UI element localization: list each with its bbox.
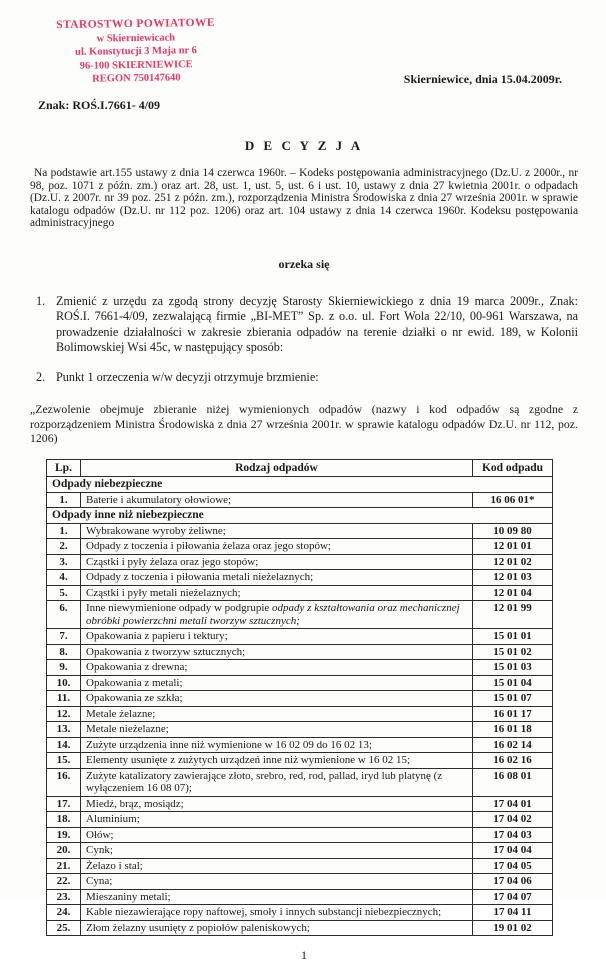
waste-type-italic-part: odpady z kształtowania oraz mechanicznej obróbki powierzchni metali tworzyw sztucznych; — [86, 602, 460, 627]
table-row — [47, 753, 553, 769]
waste-type: Baterie i akumulatory ołowiowe; — [81, 492, 473, 508]
waste-code: 16 02 14 — [473, 737, 553, 753]
row-number: 14. — [47, 737, 81, 753]
table-row — [47, 796, 553, 812]
waste-type: Cząstki i pyły żelaza oraz jego stopów; — [81, 554, 473, 570]
table-row — [47, 554, 553, 570]
waste-type: Odpady z toczenia i piłowania metali nieżelaznych; — [81, 570, 473, 586]
table-row — [47, 644, 553, 660]
table-row — [47, 539, 553, 555]
row-number: 18. — [47, 812, 81, 828]
waste-type: Aluminium; — [81, 812, 473, 828]
ruling-item-1-number: 1. — [36, 293, 46, 308]
waste-type: Inne niewymienione odpady w podgrupie odpady z kształtowania oraz mechanicznej obróbki powierzchni metali tworzyw sztucznych; — [81, 601, 473, 629]
office-stamp — [34, 17, 239, 87]
row-number: 1. — [47, 492, 81, 508]
table-row — [47, 691, 553, 707]
waste-type: Elementy usunięte z zużytych urządzeń inne niż wymienione w 16 02 15; — [81, 753, 473, 769]
waste-code: 17 04 11 — [473, 905, 553, 921]
stamp-office-street: ul. Konstytucji 3 Maja nr 6 — [75, 45, 197, 58]
column-header-code: Kod odpadu — [473, 459, 553, 477]
waste-code: 16 01 18 — [473, 722, 553, 738]
ruling-item-2-number: 2. — [36, 369, 46, 384]
waste-code: 16 08 01 — [473, 768, 553, 796]
quoted-permit-paragraph: „Zezwolenie obejmuje zbieranie niżej wymienionych odpadów (nazwy i kod odpadów są zgodne z rozporządzeniem Ministra Środowiska z dnia 27 września 2001r. w sprawie katalogu odpadów Dz.U. nr 112, poz. 1206) — [30, 402, 578, 446]
row-number: 16. — [47, 768, 81, 796]
table-row — [47, 920, 553, 936]
table-row — [47, 523, 553, 539]
table-row — [47, 858, 553, 874]
waste-type: Żelazo i stal; — [81, 858, 473, 874]
document-title: D E C Y Z J A — [244, 138, 364, 153]
table-row — [47, 874, 553, 890]
stamp-office-city: w Skierniewicach — [96, 31, 176, 45]
waste-code: 17 04 04 — [473, 843, 553, 859]
waste-type: Kable niezawierające ropy naftowej, smoły i innych substancji niebezpiecznych; — [81, 905, 473, 921]
table-row — [47, 706, 553, 722]
row-number: 1. — [47, 523, 81, 539]
legal-basis-paragraph: Na podstawie art.155 ustawy z dnia 14 czerwca 1960r. – Kodeks postępowania administracyjnego (Dz.U. z 2000r., nr 98, poz. 1071 z późn. zm.) oraz art. 28, ust. 1, ust. 5, ust. 6 i ust. 10, ustawy z dnia 27 kwietnia 2001r. o odpadach (Dz.U. z 2007r. nr 39 poz. 251 z późn. zm.), rozporządzenia Ministra Środowiska z dnia 27 września 2001r. w sprawie katalogu odpadów (Dz.U. nr 112 poz. 1206) oraz art. 104 ustawy z dnia 14 czerwca 1960r. Kodeksu postępowania administracyjnego — [30, 167, 578, 230]
row-number: 17. — [47, 796, 81, 812]
row-number: 20. — [47, 843, 81, 859]
row-number: 8. — [47, 644, 81, 660]
table-row — [47, 889, 553, 905]
column-header-name: Rodzaj odpadów — [81, 459, 473, 477]
waste-type: Opakowania z tworzyw sztucznych; — [81, 644, 473, 660]
waste-code: 12 01 02 — [473, 554, 553, 570]
waste-code: 17 04 03 — [473, 827, 553, 843]
row-number: 15. — [47, 753, 81, 769]
waste-code: 17 04 05 — [473, 858, 553, 874]
waste-type: Opakowania z papieru i tektury; — [81, 629, 473, 645]
waste-code: 17 04 07 — [473, 889, 553, 905]
row-number: 13. — [47, 722, 81, 738]
table-row — [47, 660, 553, 676]
table-section-title: Odpady niebezpieczne — [47, 477, 553, 493]
table-row — [47, 843, 553, 859]
waste-codes-table — [46, 459, 553, 937]
table-row — [47, 601, 553, 629]
waste-type: Odpady z toczenia i piłowania żelaza oraz jego stopów; — [81, 539, 473, 555]
waste-type: Metale żelazne; — [81, 706, 473, 722]
document-date: Skierniewice, dnia 15.04.2009r. — [403, 72, 562, 86]
waste-code: 12 01 99 — [473, 601, 553, 629]
table-row — [47, 722, 553, 738]
row-number: 12. — [47, 706, 81, 722]
table-row — [47, 492, 553, 508]
row-number: 9. — [47, 660, 81, 676]
waste-code: 12 01 01 — [473, 539, 553, 555]
waste-type: Opakowania z drewna; — [81, 660, 473, 676]
stamp-office-name: STAROSTWO POWIATOWE — [56, 16, 216, 32]
table-row — [47, 905, 553, 921]
row-number: 23. — [47, 889, 81, 905]
waste-code: 19 01 02 — [473, 920, 553, 936]
waste-type: Metale nieżelazne; — [81, 722, 473, 738]
table-row — [47, 629, 553, 645]
waste-code: 15 01 02 — [473, 644, 553, 660]
row-number: 24. — [47, 905, 81, 921]
row-number: 10. — [47, 675, 81, 691]
table-row — [47, 812, 553, 828]
waste-code: 12 01 04 — [473, 585, 553, 601]
ruling-item-2 — [30, 370, 578, 386]
row-number: 6. — [47, 601, 81, 629]
table-section-title: Odpady inne niż niebezpieczne — [47, 508, 553, 524]
row-number: 5. — [47, 585, 81, 601]
waste-code: 12 01 03 — [473, 570, 553, 586]
stamp-office-postal: 96-100 SKIERNIEWICE — [79, 58, 193, 72]
table-row — [47, 585, 553, 601]
waste-code: 15 01 07 — [473, 691, 553, 707]
waste-type: Cyna; — [81, 874, 473, 890]
row-number: 11. — [47, 691, 81, 707]
waste-type: Zużyte katalizatory zawierające złoto, srebro, red, rod, pallad, iryd lub platynę (z wyłączeniem 16 08 07); — [81, 768, 473, 796]
table-row — [47, 768, 553, 796]
waste-type: Opakowania z metali; — [81, 675, 473, 691]
waste-type: Ołów; — [81, 827, 473, 843]
waste-code: 15 01 04 — [473, 675, 553, 691]
page-number: 1 — [301, 948, 307, 963]
table-section-row — [47, 508, 553, 524]
waste-code: 17 04 06 — [473, 874, 553, 890]
waste-code: 16 02 16 — [473, 753, 553, 769]
ruling-item-1 — [30, 294, 578, 356]
row-number: 4. — [47, 570, 81, 586]
waste-code: 15 01 01 — [473, 629, 553, 645]
row-number: 2. — [47, 539, 81, 555]
row-number: 21. — [47, 858, 81, 874]
ruling-item-2-text: Punkt 1 orzeczenia w/w decyzji otrzymuje brzmienie: — [56, 369, 319, 384]
row-number: 3. — [47, 554, 81, 570]
table-row — [47, 675, 553, 691]
waste-type: Mieszaniny metali; — [81, 889, 473, 905]
document-reference-number: Znak: ROŚ.I.7661- 4/09 — [38, 98, 161, 112]
table-row — [47, 827, 553, 843]
waste-type: Miedź, brąz, mosiądz; — [81, 796, 473, 812]
document-header — [30, 18, 578, 122]
waste-table-header — [47, 459, 553, 477]
row-number: 25. — [47, 920, 81, 936]
waste-code: 10 09 80 — [473, 523, 553, 539]
waste-type: Opakowania ze szkła; — [81, 691, 473, 707]
ruling-heading: orzeka się — [278, 256, 330, 271]
stamp-office-regon: REGON 750147640 — [92, 72, 181, 85]
row-number: 19. — [47, 827, 81, 843]
waste-type: Cząstki i pyły metali nieżelaznych; — [81, 585, 473, 601]
waste-table-body — [47, 477, 553, 936]
waste-type: Wybrakowane wyroby żeliwne; — [81, 523, 473, 539]
waste-code: 17 04 02 — [473, 812, 553, 828]
row-number: 7. — [47, 629, 81, 645]
waste-table-header-row — [47, 459, 553, 477]
waste-type: Cynk; — [81, 843, 473, 859]
table-row — [47, 570, 553, 586]
ruling-items — [30, 294, 578, 386]
waste-type: Zużyte urządzenia inne niż wymienione w 16 02 09 do 16 02 13; — [81, 737, 473, 753]
waste-type: Złom żelazny usunięty z popiołów paleniskowych; — [81, 920, 473, 936]
ruling-item-1-text: Zmienić z urzędu za zgodą strony decyzję Starosty Skierniewickiego z dnia 19 marca 2009r., Znak: ROŚ.I. 7661-4/09, zezwalającą firmie „BI-MET” Sp. z o.o. ul. Fort Wola 22/10, 00-961 Warszawa, na prowadzenie działalności w zakresie zbierania odpadów na terenie działki o nr ewid. 189, w Kolonii Bolimowskiej Wsi 45c, w następujący sposób: — [56, 293, 578, 355]
waste-code: 15 01 03 — [473, 660, 553, 676]
column-header-lp: Lp. — [47, 459, 81, 477]
waste-code: 16 01 17 — [473, 706, 553, 722]
waste-code: 17 04 01 — [473, 796, 553, 812]
waste-code: 16 06 01* — [473, 492, 553, 508]
row-number: 22. — [47, 874, 81, 890]
table-row — [47, 737, 553, 753]
table-section-row — [47, 477, 553, 493]
